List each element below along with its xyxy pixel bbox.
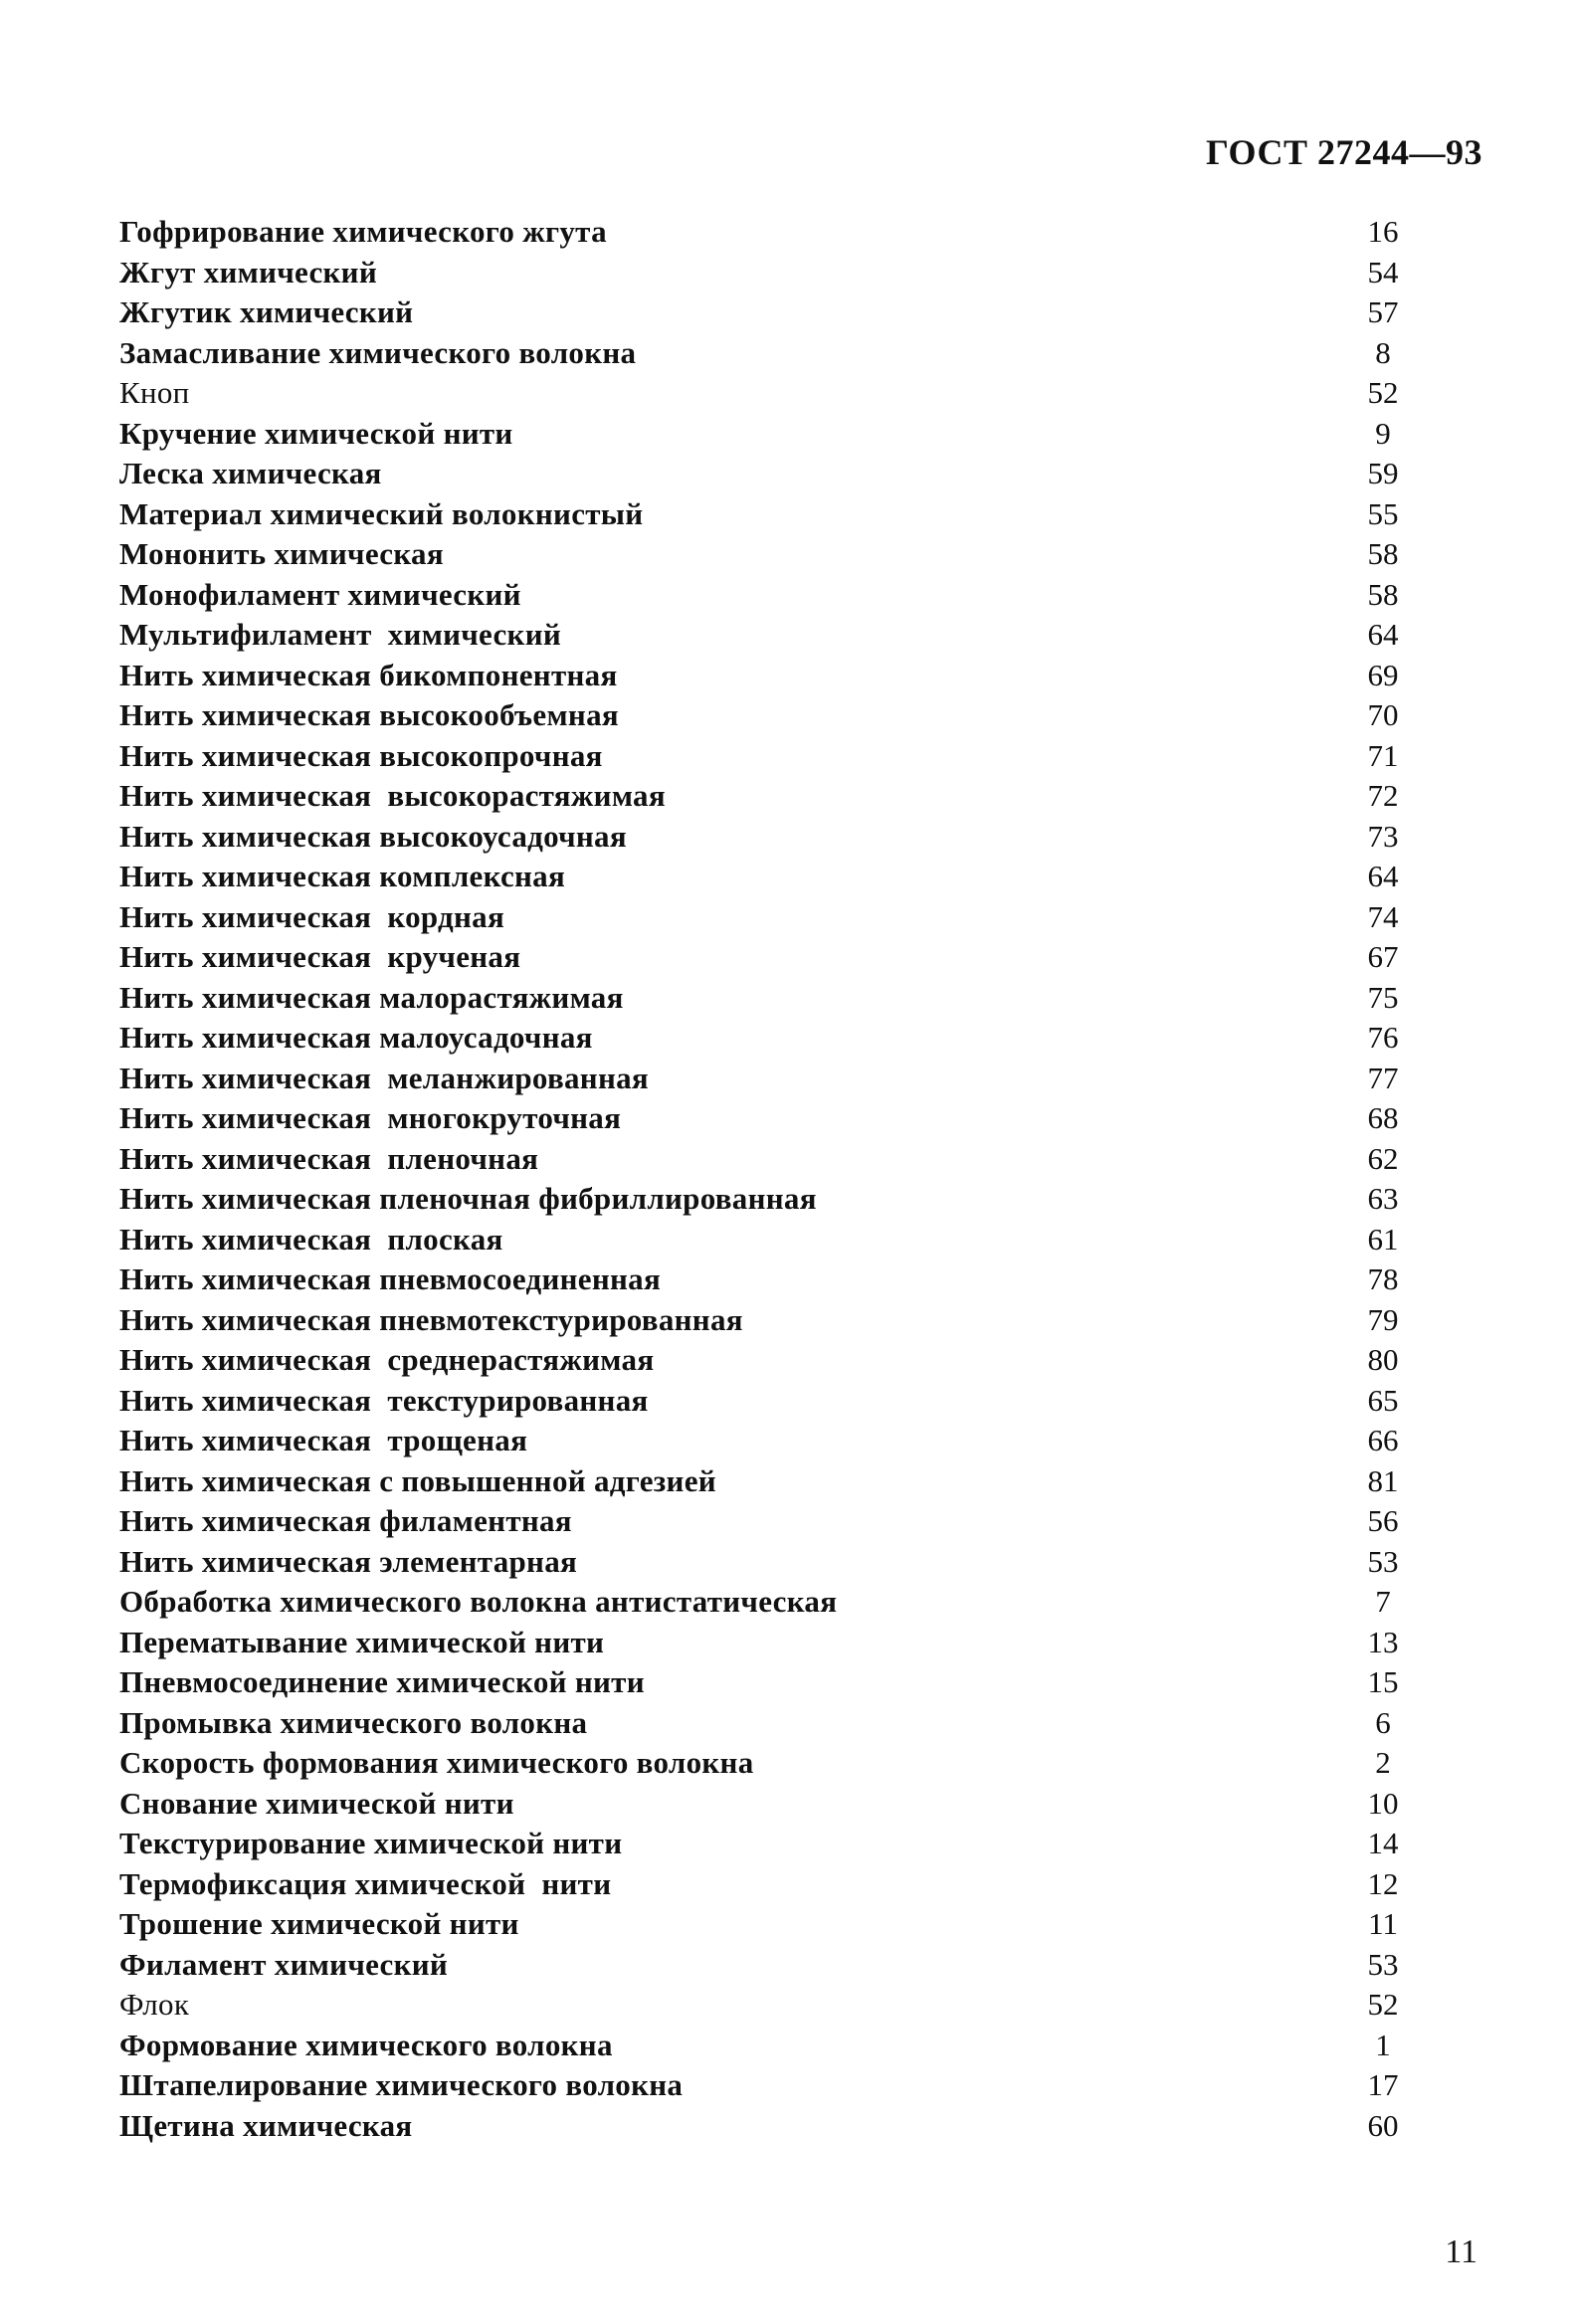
index-term-number: 62 — [1367, 1140, 1399, 1176]
index-term: Текстурирование химической нити — [119, 1826, 623, 1860]
index-term: Жгут химический — [119, 254, 378, 290]
index-term: Нить химическая текстурированная — [119, 1382, 649, 1418]
index-entry — [119, 1542, 1443, 1583]
index-entry — [119, 2026, 1443, 2066]
index-term: Кручение химической нити — [119, 415, 513, 451]
index-entry — [119, 212, 1443, 253]
page-number: 11 — [1445, 2233, 1478, 2270]
index-term: Промывка химического волокна — [119, 1704, 588, 1740]
index-term-number: 56 — [1367, 1503, 1399, 1538]
index-entry — [119, 1340, 1443, 1381]
index-term: Нить химическая малорастяжимая — [119, 979, 624, 1015]
index-entry — [119, 897, 1443, 938]
index-term: Нить химическая комплексная — [119, 859, 566, 893]
index-term: Обработка химического волокна антистатическая — [119, 1584, 838, 1619]
index-entry — [119, 1501, 1443, 1542]
index-entry — [119, 978, 1443, 1019]
index-term: Мононить химическая — [119, 536, 444, 571]
index-term: Щетина химическая — [119, 2107, 413, 2143]
index-term-number: 55 — [1367, 495, 1399, 531]
index-term-number: 10 — [1367, 1785, 1399, 1821]
index-term: Нить химическая пневмосоединенная — [119, 1261, 662, 1296]
index-term-number: 77 — [1367, 1060, 1399, 1095]
index-term-number: 73 — [1367, 818, 1399, 854]
index-term: Гофрирование химического жгута — [119, 214, 607, 249]
index-term: Леска химическая — [119, 456, 382, 490]
index-term-number: 67 — [1367, 939, 1399, 974]
index-entry — [119, 776, 1443, 817]
index-entry — [119, 1784, 1443, 1825]
index-term-number: 58 — [1367, 576, 1399, 612]
index-term-number: 69 — [1367, 657, 1399, 692]
index-term-number: 17 — [1367, 2067, 1399, 2102]
index-entry — [119, 1985, 1443, 2026]
index-term: Нить химическая высокопрочная — [119, 737, 603, 773]
index-term-number: 61 — [1367, 1221, 1399, 1257]
index-term-number: 54 — [1367, 254, 1399, 290]
index-term: Нить химическая высокорастяжимая — [119, 778, 666, 813]
index-term: Нить химическая элементарная — [119, 1543, 578, 1579]
index-term-number: 14 — [1367, 1826, 1399, 1860]
index-entry — [119, 1904, 1443, 1945]
index-term: Нить химическая малоусадочная — [119, 1020, 593, 1055]
index-term-number: 76 — [1367, 1020, 1399, 1055]
index-term: Нить химическая многокруточная — [119, 1100, 622, 1135]
index-term-number: 7 — [1375, 1584, 1391, 1619]
index-entry — [119, 1864, 1443, 1905]
index-term: Филамент химический — [119, 1946, 449, 1982]
index-term-number: 66 — [1367, 1423, 1399, 1457]
index-entry — [119, 1461, 1443, 1502]
index-term-number: 64 — [1367, 617, 1399, 652]
index-entry — [119, 1018, 1443, 1059]
index-entry — [119, 292, 1443, 333]
index-entry — [119, 1179, 1443, 1220]
index-term-number: 63 — [1367, 1181, 1399, 1216]
index-term-number: 80 — [1367, 1342, 1399, 1377]
index-entry — [119, 1300, 1443, 1341]
index-term: Нить химическая трощеная — [119, 1423, 528, 1457]
index-term: Материал химический волокнистый — [119, 495, 644, 531]
index-term-number: 74 — [1367, 898, 1399, 934]
index-term-number: 60 — [1367, 2107, 1399, 2143]
index-entry — [119, 494, 1443, 535]
index-entry — [119, 1098, 1443, 1139]
index-term: Нить химическая пневмотекстурированная — [119, 1301, 743, 1337]
index-term: Кноп — [119, 375, 190, 410]
index-entry — [119, 736, 1443, 777]
index-entry — [119, 253, 1443, 293]
index-term: Нить химическая бикомпонентная — [119, 657, 618, 692]
index-term-number: 1 — [1375, 2027, 1391, 2062]
index-term-number: 78 — [1367, 1261, 1399, 1296]
index-entry — [119, 1220, 1443, 1260]
index-term: Формование химического волокна — [119, 2027, 613, 2062]
index-entry — [119, 1059, 1443, 1099]
index-term: Нить химическая высокоусадочная — [119, 818, 627, 854]
index-entry — [119, 2106, 1443, 2147]
index-term: Монофиламент химический — [119, 576, 521, 612]
index-entry — [119, 414, 1443, 455]
index-entry — [119, 454, 1443, 494]
index-entry — [119, 534, 1443, 575]
index-entry — [119, 1582, 1443, 1623]
index-entry — [119, 575, 1443, 616]
index-term: Нить химическая плоская — [119, 1221, 503, 1257]
index-term-number: 70 — [1367, 697, 1399, 732]
index-term-number: 72 — [1367, 778, 1399, 813]
index-term: Трошение химической нити — [119, 1906, 519, 1941]
index-term-number: 71 — [1367, 737, 1399, 773]
index-term: Флок — [119, 1987, 190, 2022]
index-term: Нить химическая меланжированная — [119, 1060, 649, 1095]
index-term-number: 75 — [1367, 979, 1399, 1015]
alphabetical-index — [119, 212, 1443, 2146]
index-entry — [119, 1623, 1443, 1663]
standard-code: ГОСТ 27244—93 — [1206, 132, 1482, 172]
index-term-number: 16 — [1367, 214, 1399, 249]
index-entry — [119, 1259, 1443, 1300]
index-entry — [119, 1662, 1443, 1703]
index-term: Замасливание химического волокна — [119, 334, 637, 370]
index-term-number: 52 — [1367, 375, 1399, 410]
index-entry — [119, 373, 1443, 414]
index-term: Жгутик химический — [119, 294, 414, 329]
index-entry — [119, 817, 1443, 858]
index-term-number: 2 — [1375, 1745, 1391, 1780]
index-entry — [119, 656, 1443, 696]
index-term-number: 68 — [1367, 1100, 1399, 1135]
index-entry — [119, 1743, 1443, 1784]
index-term-number: 59 — [1367, 456, 1399, 490]
index-term: Нить химическая пленочная — [119, 1140, 539, 1176]
index-entry — [119, 615, 1443, 656]
index-term-number: 65 — [1367, 1382, 1399, 1418]
index-term: Снование химической нити — [119, 1785, 514, 1821]
index-term-number: 81 — [1367, 1462, 1399, 1498]
index-term-number: 52 — [1367, 1987, 1399, 2022]
index-term-number: 79 — [1367, 1301, 1399, 1337]
index-entry — [119, 937, 1443, 978]
index-term: Нить химическая пленочная фибриллированная — [119, 1181, 817, 1216]
index-term-number: 12 — [1367, 1865, 1399, 1901]
index-entry — [119, 2065, 1443, 2106]
index-term-number: 53 — [1367, 1543, 1399, 1579]
index-term-number: 64 — [1367, 859, 1399, 893]
index-entry — [119, 1421, 1443, 1461]
index-entry — [119, 1381, 1443, 1422]
index-term-number: 58 — [1367, 536, 1399, 571]
index-entry — [119, 1945, 1443, 1986]
index-term: Термофиксация химической нити — [119, 1865, 612, 1901]
index-entry — [119, 857, 1443, 897]
index-term: Штапелирование химического волокна — [119, 2067, 684, 2102]
index-term-number: 6 — [1375, 1704, 1391, 1740]
index-term-number: 9 — [1375, 415, 1391, 451]
index-term-number: 57 — [1367, 294, 1399, 329]
index-term-number: 53 — [1367, 1946, 1399, 1982]
index-entry — [119, 695, 1443, 736]
index-term: Нить химическая филаментная — [119, 1503, 572, 1538]
index-term-number: 11 — [1368, 1906, 1398, 1941]
index-entry — [119, 333, 1443, 374]
index-entry — [119, 1139, 1443, 1180]
index-term: Скорость формования химического волокна — [119, 1745, 754, 1780]
index-term: Нить химическая высокообъемная — [119, 697, 619, 732]
index-term: Нить химическая с повышенной адгезией — [119, 1462, 716, 1498]
index-term: Перематывание химической нити — [119, 1624, 605, 1659]
index-term: Нить химическая среднерастяжимая — [119, 1342, 655, 1377]
index-term-number: 13 — [1367, 1624, 1399, 1659]
index-term: Пневмосоединение химической нити — [119, 1664, 645, 1699]
index-entry — [119, 1703, 1443, 1744]
index-term: Мультифиламент химический — [119, 617, 562, 652]
index-term-number: 8 — [1375, 334, 1391, 370]
index-term-number: 15 — [1367, 1664, 1399, 1699]
index-term: Нить химическая кордная — [119, 898, 505, 934]
index-entry — [119, 1824, 1443, 1864]
index-term: Нить химическая крученая — [119, 939, 521, 974]
